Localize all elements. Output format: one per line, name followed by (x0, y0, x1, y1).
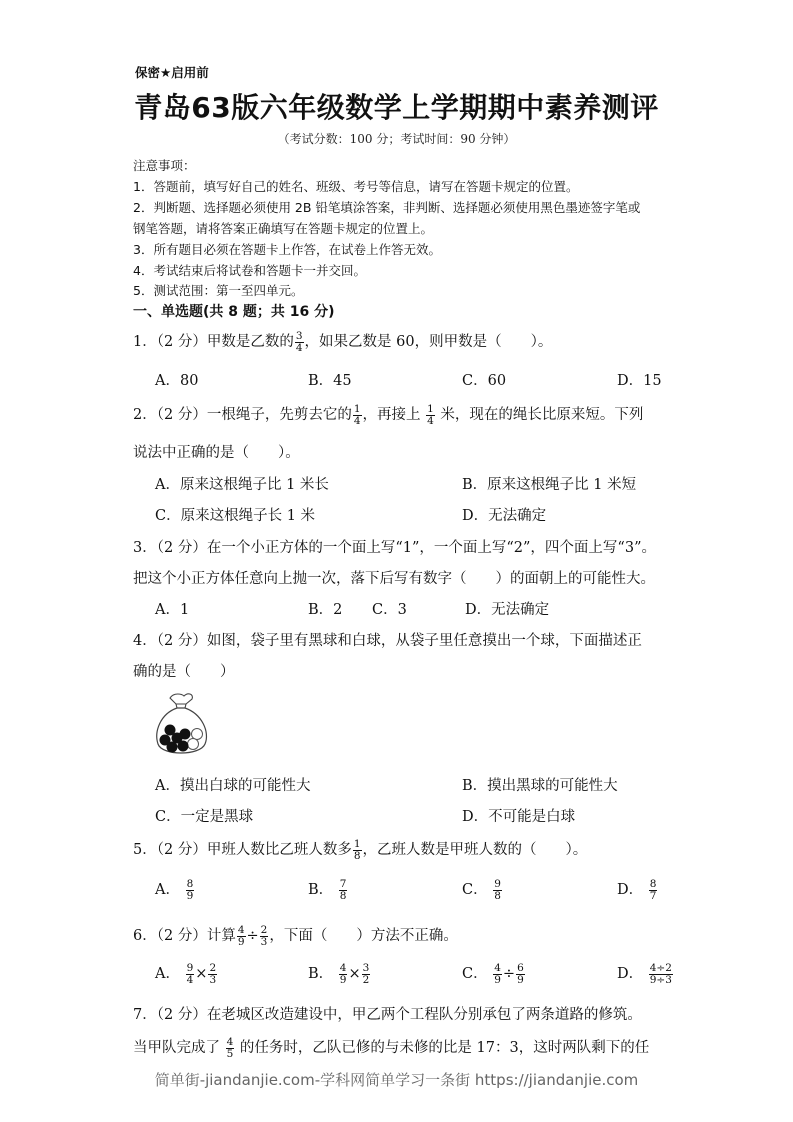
exam-info: （考试分数：100 分；考试时间：90 分钟） (277, 132, 516, 146)
option-a[interactable]: A． $\frac{9}{4}$ × $\frac{2}{3}$ (155, 961, 217, 986)
question-4 (133, 629, 642, 650)
fraction: $\frac{1}{8}$ (353, 837, 361, 862)
option-b[interactable]: B．2 (308, 602, 343, 618)
option-d[interactable]: D．无法确定 (462, 508, 547, 524)
option-a[interactable]: A．80 (155, 373, 199, 389)
option-b[interactable]: B． $\frac{4}{9}$ × $\frac{3}{2}$ (308, 961, 370, 986)
fraction: $\frac{1}{4}$ (427, 402, 434, 427)
notice-item: 5．测试范围：第一至四单元。 (133, 283, 304, 298)
fraction: $\frac{3}{4}$ (295, 329, 303, 354)
question-score: （2 分） (156, 842, 207, 858)
question-number: 4． (133, 633, 157, 649)
question-4-line2: 确的是（ ） (133, 664, 235, 680)
question-text: ，再接上 (362, 407, 421, 423)
question-text: 如图，袋子里有黑球和白球，从袋子里任意摸出一个球，下面描述正 (206, 633, 642, 649)
question-3-line2: 把这个小正方体任意向上抛一次，落下后写有数字（ ）的面朝上的可能性大。 (133, 571, 655, 587)
question-text: 在老城区改造建设中，甲乙两个工程队分别承包了两条道路的修筑。 (206, 1007, 642, 1023)
question-2-line2: 说法中正确的是（ ）。 (133, 445, 300, 461)
fraction: $\frac{2}{3}$ (260, 923, 268, 948)
fraction: $\frac{7}{8}$ (339, 877, 347, 902)
question-text: 甲班人数比乙班人数多 (206, 842, 352, 858)
question-text: 一根绳子，先剪去它的 (206, 407, 352, 423)
bag-of-balls-figure (152, 690, 212, 760)
option-d[interactable]: D．15 (617, 373, 662, 389)
question-text: 甲数是乙数的 (206, 334, 294, 350)
option-d[interactable]: D． $\frac{4\div 2}{9\div 3}$ (617, 961, 672, 986)
notice-item: 钢笔答题，请将答案正确填写在答题卡规定的位置上。 (133, 221, 434, 236)
page-title: 青岛63版六年级数学上学期期中素养测评 (134, 91, 659, 124)
option-b[interactable]: B．原来这根绳子比 1 米短 (462, 477, 637, 493)
question-text: 当甲队完成了 (133, 1040, 220, 1056)
option-c[interactable]: C． $\frac{4}{9}$ ÷ $\frac{6}{9}$ (462, 961, 524, 986)
option-a[interactable]: A．摸出白球的可能性大 (155, 778, 311, 794)
fraction: $\frac{8}{7}$ (649, 877, 657, 902)
fraction: $\frac{4}{5}$ (226, 1035, 234, 1060)
option-b[interactable]: B．摸出黑球的可能性大 (462, 778, 618, 794)
question-7 (133, 1003, 642, 1024)
question-text: ，如果乙数是 60，则甲数是（ ）。 (304, 334, 553, 350)
question-text: ，下面（ ）方法不正确。 (269, 928, 458, 944)
question-score: （2 分） (156, 928, 207, 944)
option-a[interactable]: A．1 (155, 602, 190, 618)
option-a[interactable]: A．原来这根绳子比 1 米长 (155, 477, 329, 493)
fraction: $\frac{8}{9}$ (186, 877, 194, 902)
option-c[interactable]: C． $\frac{9}{8}$ (462, 877, 501, 902)
question-score: （2 分） (156, 540, 207, 556)
question-text: 的任务时，乙队已修的与未修的比是 17：3，这时两队剩下的任 (239, 1040, 650, 1056)
question-score: （2 分） (156, 1007, 207, 1023)
question-6: 6．（2 分）计算 $\frac{4}{9}$ ÷ $\frac{2}{3}$ ，下面（ ）方法不正确。 (133, 923, 458, 948)
fraction: $\frac{4}{9}$ (237, 923, 245, 948)
question-number: 2． (133, 407, 157, 423)
question-2 (133, 403, 643, 427)
notice-item: 4．考试结束后将试卷和答题卡一并交回。 (133, 263, 366, 278)
confidential-label: 保密★启用前 (135, 65, 209, 80)
question-text: 米，现在的绳长比原来短。下列 (440, 407, 644, 423)
option-a[interactable]: A． $\frac{8}{9}$ (155, 877, 194, 902)
section-title: 一、单选题(共 8 题；共 16 分) (133, 304, 335, 320)
option-c[interactable]: C．3 (372, 602, 407, 618)
notice-item: 1．答题前，填写好自己的姓名、班级、考号等信息，请写在答题卡规定的位置。 (133, 179, 579, 194)
question-number: 6． (133, 928, 157, 944)
question-number: 3． (133, 540, 157, 556)
question-text: 在一个小正方体的一个面上写“1”，一个面上写“2”，四个面上写“3”。 (206, 540, 656, 556)
question-7-line2 (133, 1036, 649, 1060)
option-c[interactable]: C．原来这根绳子长 1 米 (155, 508, 316, 524)
option-b[interactable]: B．45 (308, 373, 352, 389)
option-d[interactable]: D． $\frac{8}{7}$ (617, 877, 657, 902)
question-text: ，乙班人数是甲班人数的（ ）。 (362, 842, 588, 858)
question-1 (133, 330, 552, 354)
question-text: 计算 (206, 928, 236, 944)
question-score: （2 分） (156, 407, 207, 423)
fraction: $\frac{9}{8}$ (494, 877, 501, 902)
question-number: 5． (133, 842, 157, 858)
question-score: （2 分） (156, 334, 207, 350)
question-3 (133, 536, 656, 557)
notice-item: 2．判断题、选择题必须使用 2B 铅笔填涂答案，非判断、选择题必须使用黑色墨迹签字笔或 (133, 200, 641, 215)
footer-watermark: 简单街-jiandanjie.com-学科网简单学习一条街 https://jiandanjie.com (154, 1071, 639, 1089)
question-number: 7． (133, 1007, 157, 1023)
option-c[interactable]: C．一定是黑球 (155, 809, 254, 825)
option-c[interactable]: C．60 (462, 373, 507, 389)
notice-item: 3．所有题目必须在答题卡上作答，在试卷上作答无效。 (133, 242, 441, 257)
option-d[interactable]: D．不可能是白球 (462, 809, 576, 825)
fraction: $\frac{1}{4}$ (353, 402, 361, 427)
question-score: （2 分） (156, 633, 207, 649)
question-5 (133, 838, 587, 862)
option-b[interactable]: B． $\frac{7}{8}$ (308, 877, 347, 902)
question-number: 1． (133, 334, 157, 350)
notices-heading: 注意事项： (133, 158, 196, 173)
option-d[interactable]: D．无法确定 (465, 602, 550, 618)
